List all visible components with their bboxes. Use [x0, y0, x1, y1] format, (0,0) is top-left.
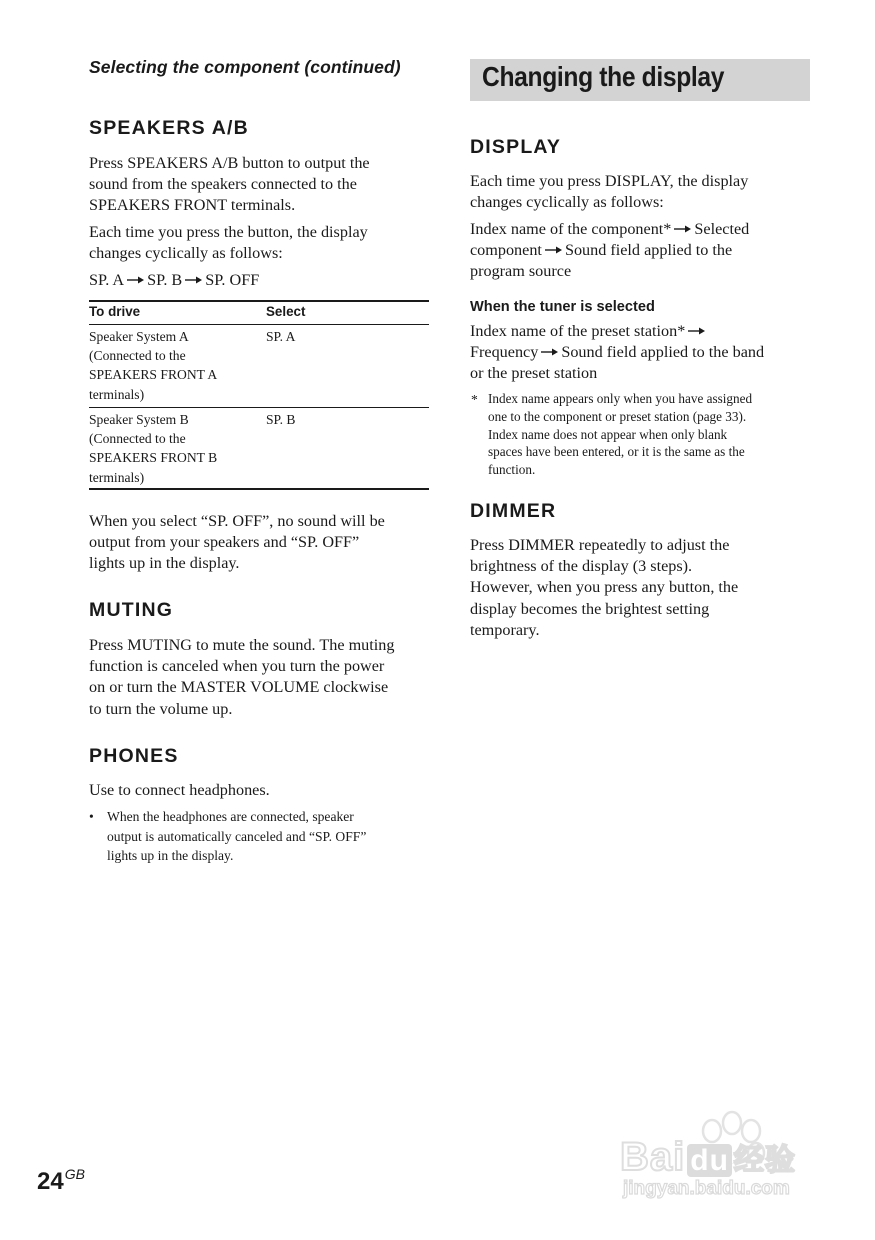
phones-heading: PHONES [89, 745, 179, 767]
table-cell-select-a: SP. A [266, 329, 296, 344]
display-heading: DISPLAY [470, 136, 562, 158]
watermark-url: jingyan.baidu.com [623, 1178, 790, 1199]
table-rule [89, 300, 429, 302]
speakers-paragraph-2: Each time you press the button, the display changes cyclically as follows: [89, 223, 368, 263]
table-rule [89, 324, 429, 325]
arrow-right-icon [185, 275, 202, 285]
dimmer-paragraph: Press DIMMER repeatedly to adjust the brightness of the display (3 steps). However, when you press any button, the display becomes the brightest setting temporary. [470, 536, 739, 639]
speakers-paragraph-1: Press SPEAKERS A/B button to output the sound from the speakers connected to the SPEAKERS FRONT terminals. [89, 154, 370, 215]
bullet-mark: • [89, 809, 94, 824]
arrow-right-icon [545, 245, 562, 255]
arrow-right-icon [541, 347, 558, 357]
muting-paragraph: Press MUTING to mute the sound. The muting function is canceled when you turn the power on or turn the MASTER VOLUME clockwise to turn the volume up. [89, 636, 395, 718]
watermark-brand: Bai du 经验 [620, 1135, 796, 1179]
footnote-text: Index name appears only when you have assigned one to the component or preset station (page 33). Index name does not appear when only blank spaces have been entered, or it is the same as the function. [488, 391, 753, 478]
tuner-cycle: Index name of the preset station* Frequency Sound field applied to the band or the preset station [470, 322, 765, 383]
muting-heading: MUTING [89, 599, 174, 621]
arrow-right-icon [674, 224, 691, 234]
page-number: $24^{GB}$ [37, 1166, 85, 1195]
speakers-heading: SPEAKERS A/B [89, 117, 249, 139]
table-cell-select-b: SP. B [266, 412, 296, 427]
display-paragraph-1: Each time you press DISPLAY, the display changes cyclically as follows: [470, 172, 749, 212]
phones-paragraph: Use to connect headphones. [89, 781, 270, 799]
footnote-mark: * [471, 392, 478, 407]
table-cell-drive-a: Speaker System A (Connected to the SPEAKERS FRONT A terminals) [89, 329, 218, 402]
table-cell-drive-b: Speaker System B (Connected to the SPEAKERS FRONT B terminals) [89, 412, 218, 485]
arrow-right-icon [688, 326, 705, 336]
display-cycle: Index name of the component* Selected component Sound field applied to the program source [470, 220, 750, 281]
speakers-cycle: SP. A SP. B SP. OFF [89, 271, 260, 289]
table-header-drive: To drive [89, 304, 141, 319]
speakers-paragraph-3: When you select “SP. OFF”, no sound will be output from your speakers and “SP. OFF” lights up in the display. [89, 512, 385, 573]
table-rule [89, 407, 429, 408]
table-rule [89, 488, 429, 490]
dimmer-heading: DIMMER [470, 500, 557, 522]
running-head: Selecting the component (continued) [89, 57, 401, 77]
table-header-select: Select [266, 304, 306, 319]
phones-bullet-text: When the headphones are connected, speaker output is automatically canceled and “SP. OFF” lights up in the display. [107, 809, 367, 863]
baidu-watermark [615, 1105, 825, 1205]
tuner-subheading: When the tuner is selected [470, 299, 655, 315]
section-title-bar [470, 59, 810, 101]
section-title: Changing the display [482, 61, 725, 92]
arrow-right-icon [127, 275, 144, 285]
